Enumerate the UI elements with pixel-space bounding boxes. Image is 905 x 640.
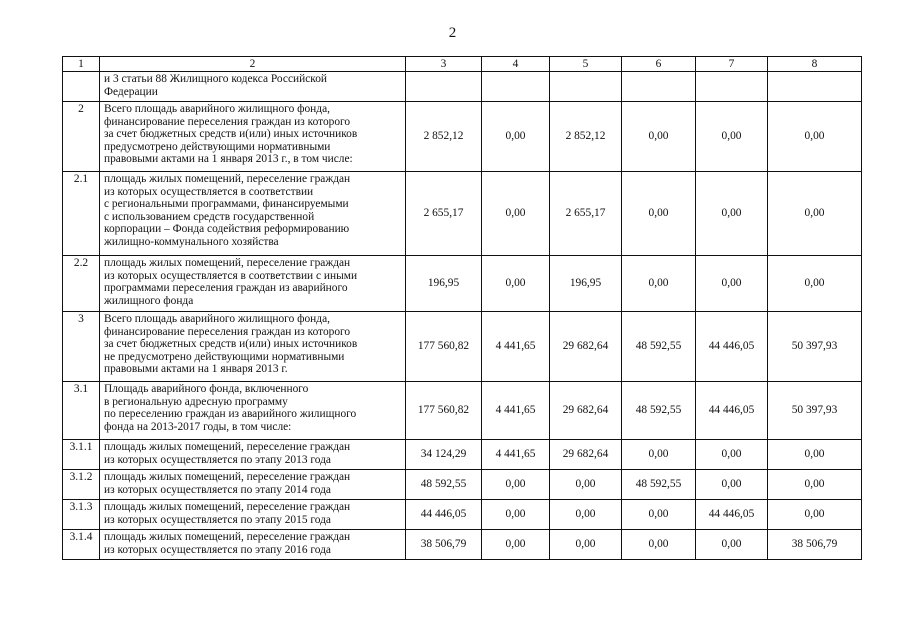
description-line: за счет бюджетных средств и(или) иных источников	[104, 338, 358, 351]
value-cell: 0,00	[768, 102, 862, 172]
value-cell: 44 446,05	[696, 500, 768, 530]
value-cell: 0,00	[550, 500, 622, 530]
description-line: фонда на 2013-2017 годы, в том числе:	[104, 420, 292, 433]
value-cell: 0,00	[550, 530, 622, 560]
value-cell: 0,00	[696, 440, 768, 470]
table-row	[63, 312, 862, 382]
row-description	[100, 530, 406, 560]
value-cell: 0,00	[622, 172, 696, 256]
row-number: 3.1	[63, 382, 100, 440]
description-line: с использованием средств государственной	[104, 210, 315, 223]
value-cell: 0,00	[482, 470, 550, 500]
description-line: финансирование переселения граждан из которого	[104, 115, 351, 128]
value-cell: 196,95	[406, 256, 482, 312]
table-row	[63, 470, 862, 500]
description-line: площадь жилых помещений, переселение граждан	[104, 441, 351, 453]
value-cell: 4 441,65	[482, 312, 550, 382]
description-line: корпорации – Фонда содействия реформированию	[104, 223, 350, 236]
row-description	[100, 500, 406, 530]
value-cell: 0,00	[696, 256, 768, 312]
description-line: из которых осуществляется в соответствии с иными	[104, 269, 358, 282]
description-line: площадь жилых помещений, переселение граждан	[104, 173, 351, 185]
value-cell	[622, 72, 696, 102]
row-number: 3.1.3	[63, 500, 100, 530]
description-line: правовыми актами на 1 января 2013 г., в том числе:	[104, 153, 353, 166]
row-number: 3.1.4	[63, 530, 100, 560]
value-cell	[482, 72, 550, 102]
value-cell: 38 506,79	[768, 530, 862, 560]
value-cell: 0,00	[768, 440, 862, 470]
row-description	[100, 172, 406, 256]
value-cell: 0,00	[622, 440, 696, 470]
value-cell: 0,00	[696, 102, 768, 172]
table-row	[63, 530, 862, 560]
column-header: 7	[696, 57, 768, 72]
description-line: площадь жилых помещений, переселение граждан	[104, 501, 351, 513]
value-cell: 0,00	[622, 102, 696, 172]
row-number: 2.2	[63, 256, 100, 312]
value-cell: 50 397,93	[768, 312, 862, 382]
column-header: 2	[100, 57, 406, 72]
column-header: 5	[550, 57, 622, 72]
value-cell: 29 682,64	[550, 440, 622, 470]
value-cell: 48 592,55	[622, 382, 696, 440]
value-cell: 48 592,55	[622, 312, 696, 382]
value-cell: 44 446,05	[696, 382, 768, 440]
column-header: 1	[63, 57, 100, 72]
value-cell: 50 397,93	[768, 382, 862, 440]
housing-fund-table	[62, 56, 862, 560]
column-header: 6	[622, 57, 696, 72]
value-cell: 0,00	[482, 500, 550, 530]
description-line: из которых осуществляется по этапу 2013 года	[104, 453, 331, 466]
description-line: из которых осуществляется по этапу 2014 года	[104, 483, 331, 496]
value-cell: 196,95	[550, 256, 622, 312]
row-number: 2.1	[63, 172, 100, 256]
row-number	[63, 72, 100, 102]
value-cell: 0,00	[768, 172, 862, 256]
row-number: 2	[63, 102, 100, 172]
description-line: и 3 статьи 88 Жилищного кодекса Российской	[104, 73, 328, 85]
description-line: по переселению граждан из аварийного жилищного	[104, 408, 357, 421]
description-line: Всего площадь аварийного жилищного фонда,	[104, 103, 330, 115]
page-number: 2	[448, 25, 457, 41]
value-cell: 44 446,05	[696, 312, 768, 382]
value-cell: 0,00	[696, 172, 768, 256]
table-row	[63, 500, 862, 530]
value-cell: 0,00	[696, 470, 768, 500]
description-line: с региональными программами, финансируемыми	[104, 198, 349, 211]
column-header: 8	[768, 57, 862, 72]
description-line: не предусмотрено действующими нормативными	[104, 350, 345, 363]
value-cell: 0,00	[482, 172, 550, 256]
value-cell	[406, 72, 482, 102]
description-line: из которых осуществляется по этапу 2015 года	[104, 513, 331, 526]
description-line: площадь жилых помещений, переселение граждан	[104, 257, 351, 269]
table-body	[63, 57, 862, 560]
value-cell: 48 592,55	[406, 470, 482, 500]
row-description	[100, 470, 406, 500]
value-cell	[696, 72, 768, 102]
table-row	[63, 172, 862, 256]
value-cell: 0,00	[622, 530, 696, 560]
row-description	[100, 382, 406, 440]
description-line: Федерации	[104, 85, 158, 98]
description-line: в региональную адресную программу	[104, 395, 288, 408]
row-description	[100, 102, 406, 172]
value-cell: 0,00	[482, 102, 550, 172]
value-cell: 0,00	[768, 256, 862, 312]
description-line: площадь жилых помещений, переселение граждан	[104, 531, 351, 543]
value-cell: 0,00	[768, 500, 862, 530]
value-cell: 0,00	[482, 256, 550, 312]
value-cell: 0,00	[696, 530, 768, 560]
table-row	[63, 256, 862, 312]
description-line: предусмотрено действующими нормативными	[104, 140, 331, 153]
description-line: Всего площадь аварийного жилищного фонда,	[104, 313, 330, 325]
description-line: жилищно-коммунального хозяйства	[104, 235, 279, 248]
value-cell: 177 560,82	[406, 312, 482, 382]
value-cell: 38 506,79	[406, 530, 482, 560]
table-row	[63, 440, 862, 470]
value-cell: 177 560,82	[406, 382, 482, 440]
value-cell: 4 441,65	[482, 440, 550, 470]
table-header-row	[63, 57, 862, 72]
value-cell: 0,00	[768, 470, 862, 500]
value-cell: 0,00	[550, 470, 622, 500]
description-line: площадь жилых помещений, переселение граждан	[104, 471, 351, 483]
value-cell: 2 852,12	[550, 102, 622, 172]
value-cell: 48 592,55	[622, 470, 696, 500]
description-line: Площадь аварийного фонда, включенного	[104, 383, 309, 395]
row-number: 3.1.2	[63, 470, 100, 500]
value-cell: 0,00	[482, 530, 550, 560]
value-cell	[550, 72, 622, 102]
table-row	[63, 382, 862, 440]
table-row	[63, 72, 862, 102]
row-number: 3	[63, 312, 100, 382]
value-cell: 34 124,29	[406, 440, 482, 470]
row-description	[100, 72, 406, 102]
value-cell: 29 682,64	[550, 312, 622, 382]
value-cell: 44 446,05	[406, 500, 482, 530]
column-header: 4	[482, 57, 550, 72]
value-cell: 4 441,65	[482, 382, 550, 440]
table-row	[63, 102, 862, 172]
description-line: жилищного фонда	[104, 294, 194, 307]
value-cell: 0,00	[622, 256, 696, 312]
value-cell	[768, 72, 862, 102]
description-line: из которых осуществляется по этапу 2016 года	[104, 543, 331, 556]
description-line: финансирование переселения граждан из которого	[104, 325, 351, 338]
value-cell: 2 655,17	[550, 172, 622, 256]
row-description	[100, 312, 406, 382]
description-line: правовыми актами на 1 января 2013 г.	[104, 363, 288, 376]
row-number: 3.1.1	[63, 440, 100, 470]
row-description	[100, 440, 406, 470]
value-cell: 29 682,64	[550, 382, 622, 440]
column-header: 3	[406, 57, 482, 72]
description-line: за счет бюджетных средств и(или) иных источников	[104, 128, 358, 141]
description-line: из которых осуществляется в соответствии	[104, 185, 314, 198]
description-line: программами переселения граждан из аварийного	[104, 282, 348, 295]
value-cell: 2 852,12	[406, 102, 482, 172]
value-cell: 0,00	[622, 500, 696, 530]
row-description	[100, 256, 406, 312]
value-cell: 2 655,17	[406, 172, 482, 256]
